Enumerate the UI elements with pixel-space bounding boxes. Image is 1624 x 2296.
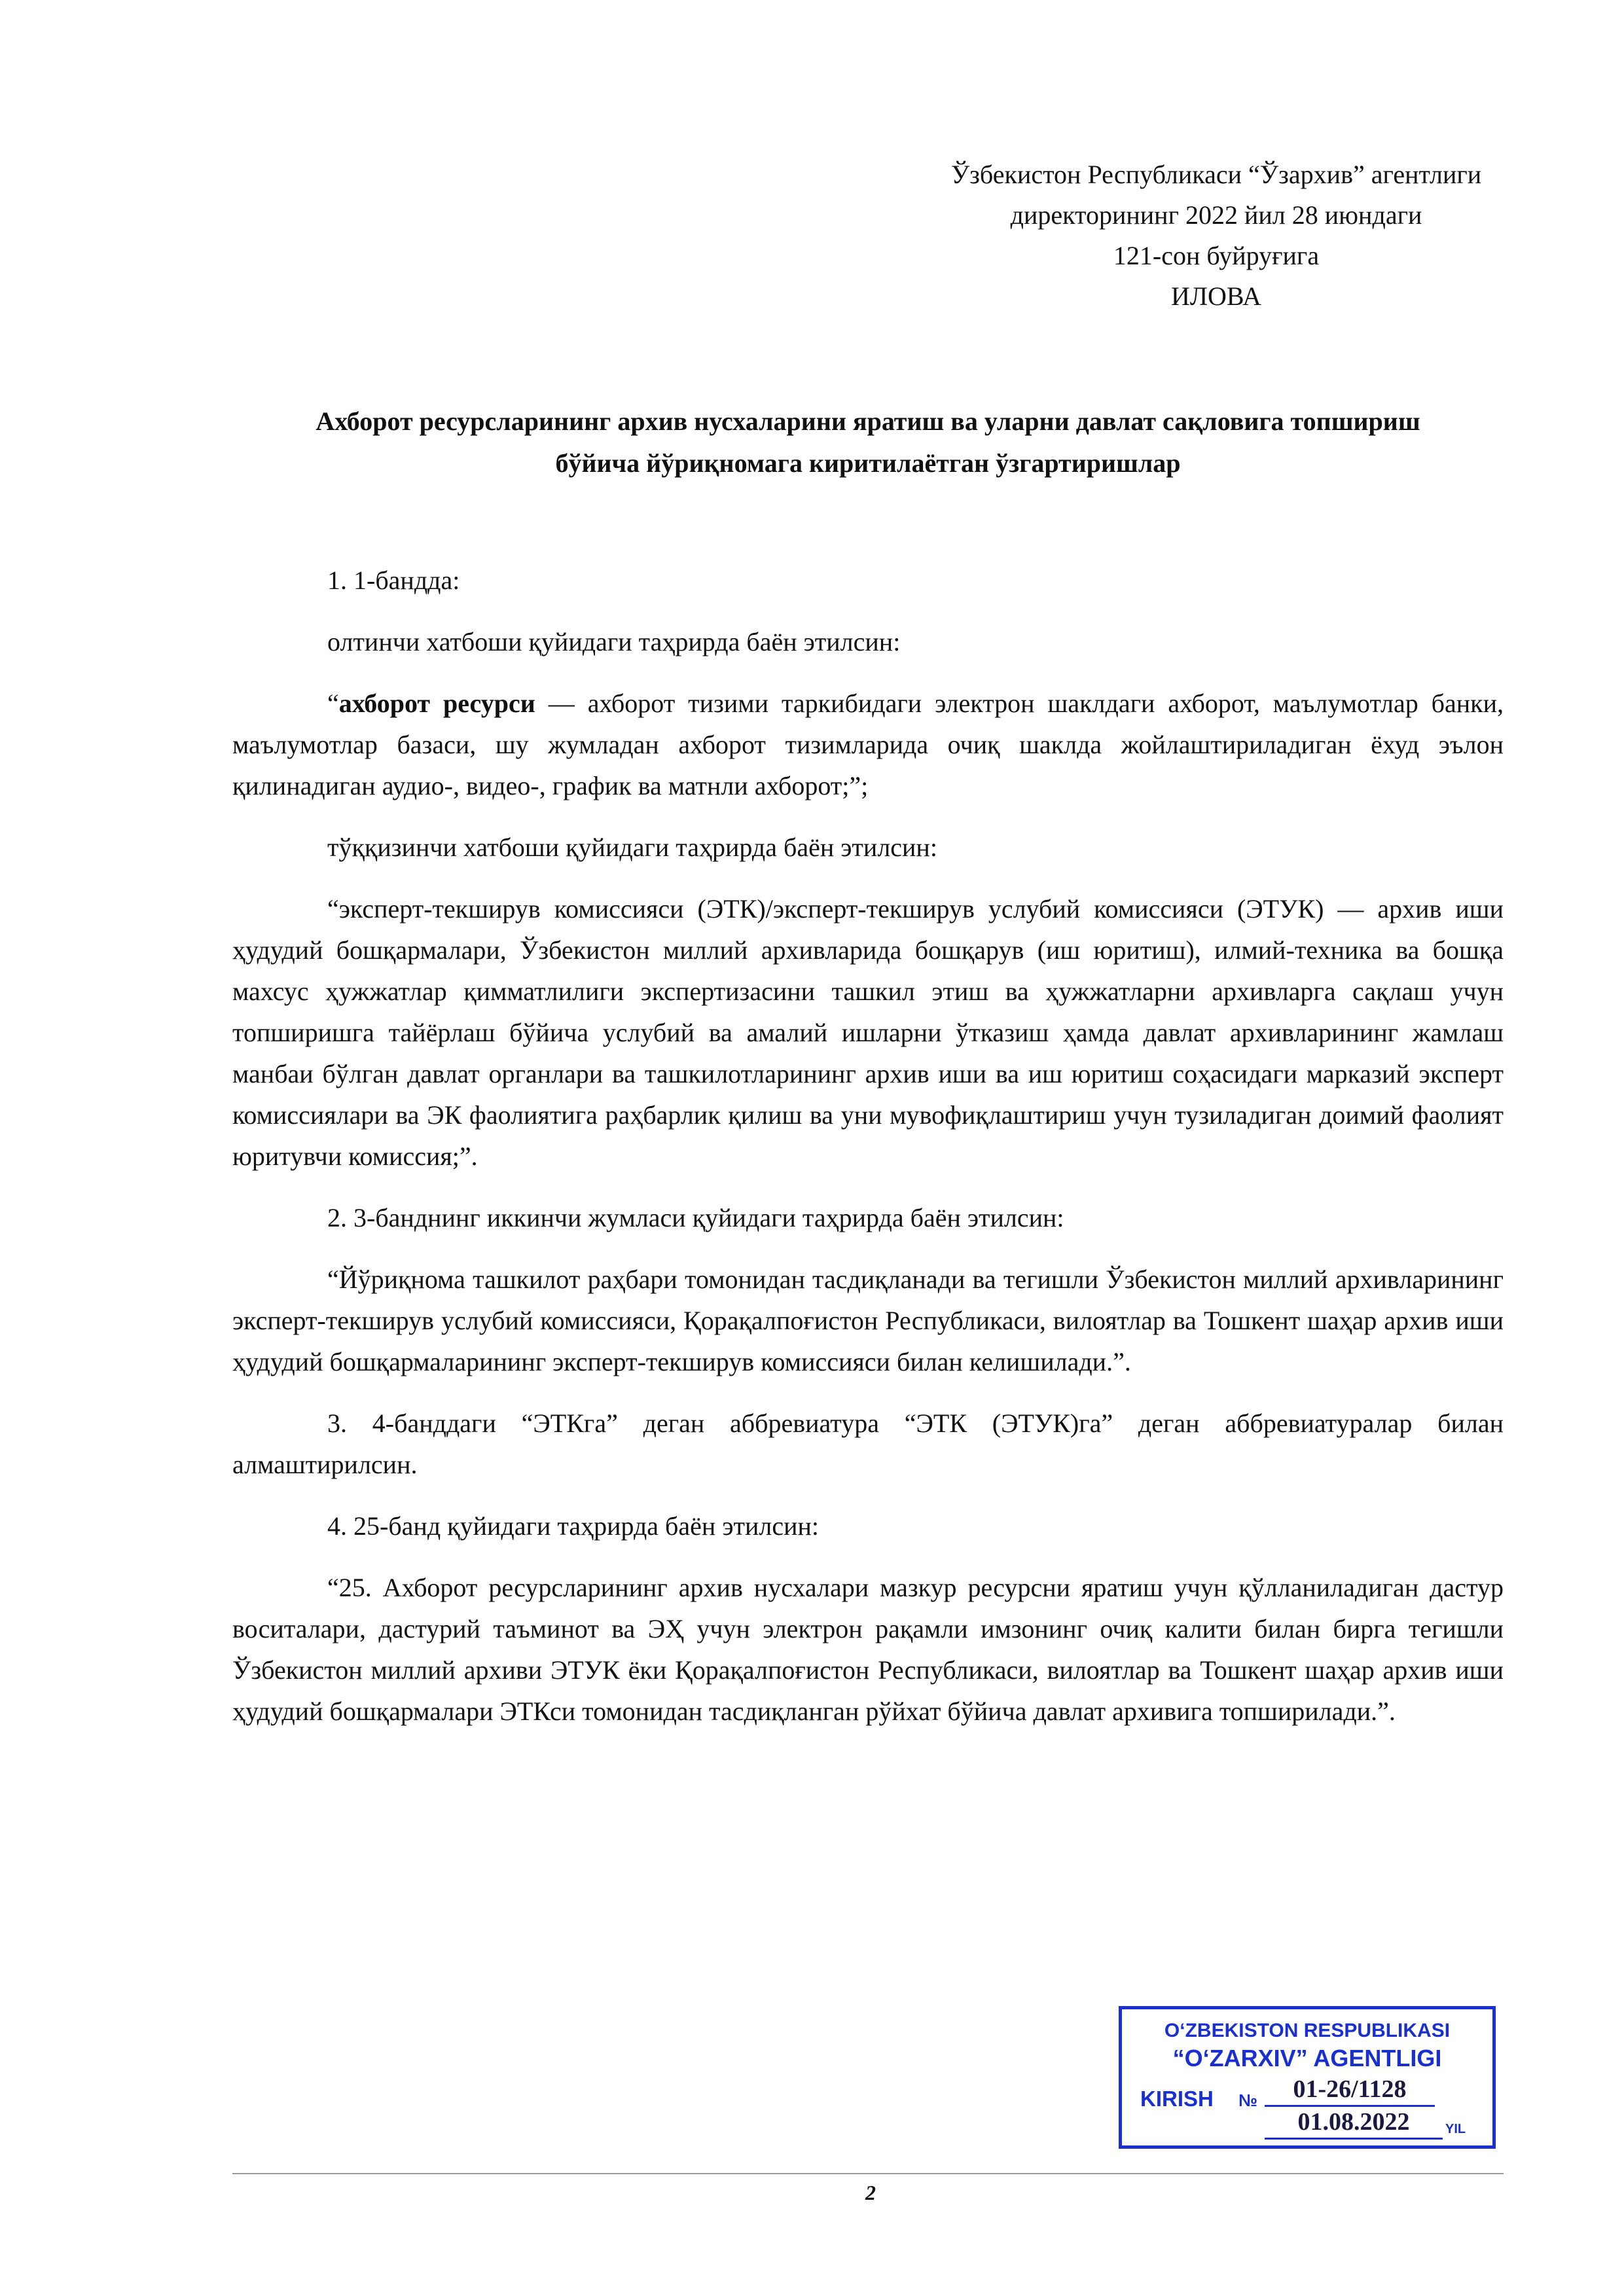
stamp-agency: “O‘ZARXIV” AGENTLIGI <box>1172 2045 1442 2072</box>
quote-open: “ <box>327 689 339 718</box>
paragraph-item-4: 4. 25-банд қуйидаги таҳрирда баён этилсин: <box>327 1511 820 1541</box>
stamp-country: O‘ZBEKISTON RESPUBLIKASI <box>1164 2020 1451 2041</box>
paragraph-item-3: 3. 4-банддаги “ЭТКга” деган аббревиатура “ЭТК (ЭТУК)га” деган аббревиатуралар билан алмаштирилсин. <box>232 1408 1504 1479</box>
paragraph-item-2: 2. 3-банднинг иккинчи жумласи қуйидаги таҳрирда баён этилсин: <box>327 1203 1064 1232</box>
approval-header <box>902 154 1530 317</box>
document-title <box>232 401 1504 484</box>
stamp-registration-number: 01-26/1128 <box>1265 2075 1435 2107</box>
stamp-kirish-label: KIRISH <box>1140 2087 1214 2111</box>
header-line-agency: Ўзбекистон Республикаси “Ўзархив” агентлиги <box>950 160 1482 189</box>
title-line-1: Ахборот ресурсларининг архив нусхаларини яратиш ва уларни давлат сақловига топшириш <box>316 406 1420 436</box>
footer-divider <box>232 2173 1504 2174</box>
registration-stamp <box>1119 2006 1496 2149</box>
paragraph-item-1: 1. 1-бандда: <box>327 565 460 595</box>
stamp-year-label: YIL <box>1445 2122 1466 2136</box>
defined-term: ахборот ресурси <box>338 689 535 718</box>
header-line-order-number: 121-сон буйруғига <box>1113 241 1320 270</box>
paragraph-item-25-text: “25. Ахборот ресурсларининг архив нусхалари мазкур ресурсни яратиш учун қўлланиладиган дастур воситалари, дастурий таъминот ва ЭҲ учун электрон рақамли имзонинг очиқ калити билан бирга тегишли Ўзбекистон миллий архиви ЭТУК ёки Қорақалпоғистон Республикаси, вилоятлар ва Тошкент шаҳар архив иши ҳудудий бошқармалари ЭТКси томонидан тасдиқланган рўйхат бўйича давлат архивига топширилади.”. <box>232 1573 1504 1726</box>
paragraph-ninth-subparagraph: тўққизинчи хатбоши қуйидаги таҳрирда баён этилсин: <box>327 833 937 862</box>
page-number: 2 <box>865 2181 876 2204</box>
stamp-registration-date: 01.08.2022 <box>1265 2108 1443 2140</box>
paragraph-definition-commission: “эксперт-текширув комиссияси (ЭТК)/эксперт-текширув услубий комиссияси (ЭТУК) — архив иши ҳудудий бошқармалари, Ўзбекистон миллий архивларида бошқарув (иш юритиш), илмий-техника ва бошқа махсус ҳужжатлар қимматлилиги экспертизасини ташкил этиш ва ҳужжатларни архивларга сақлаш учун топширишга тайёрлаш бўйича услубий ва амалий ишларни ўтказиш ҳамда давлат архивларининг жамлаш манбаи бўлган давлат органлари ва ташкилотларининг архив иши ва иш юритиш соҳасидаги марказий эксперт комиссиялари ва ЭК фаолиятига раҳбарлик қилиш ва уни мувофиқлаштириш учун тузиладиган доимий фаолият юритувчи комиссия;”. <box>232 894 1504 1171</box>
stamp-number-sign: № <box>1238 2090 1257 2110</box>
title-line-2: бўйича йўриқномага киритилаётган ўзгартиришлар <box>555 448 1181 478</box>
paragraph-sixth-subparagraph: олтинчи хатбоши қуйидаги таҳрирда баён этилсин: <box>327 627 901 656</box>
paragraph-instruction-approval: “Йўриқнома ташкилот раҳбари томонидан тасдиқланади ва тегишли Ўзбекистон миллий архивларининг эксперт-текширув услубий комиссияси, Қорақалпоғистон Республикаси, вилоятлар ва Тошкент шаҳар архив иши ҳудудий бошқармаларининг эксперт-текширув комиссияси билан келишилади.”. <box>232 1265 1504 1376</box>
document-body <box>232 560 1504 1752</box>
paragraph-definition-information-resource <box>232 683 1504 806</box>
header-line-appendix: ИЛОВА <box>1171 281 1261 311</box>
definition-text: — ахборот тизими таркибидаги электрон шаклдаги ахборот, маълумотлар банки, маълумотлар базаси, шу жумладан ахборот тизимларида очиқ шаклда жойлаштириладиган ёхуд эълон қилинадиган аудио-, видео-, график ва матнли ахборот;”; <box>232 689 1504 800</box>
header-line-director-date: директорининг 2022 йил 28 июндаги <box>1010 200 1422 230</box>
